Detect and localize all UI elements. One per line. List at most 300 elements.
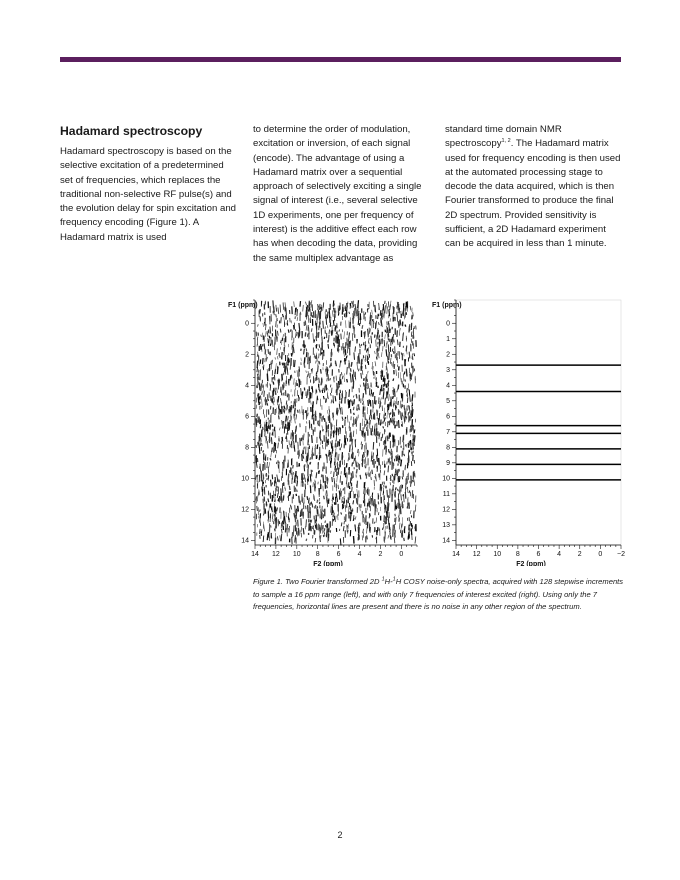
noise-mark [269,504,270,512]
noise-mark [369,338,370,341]
noise-mark [322,336,323,343]
noise-mark [327,312,328,319]
noise-mark [370,472,371,478]
noise-mark [277,475,278,480]
noise-mark [360,504,361,511]
noise-mark [388,497,389,504]
noise-mark [394,489,395,497]
noise-mark [306,325,307,330]
noise-mark [350,341,351,348]
noise-mark [337,441,338,447]
noise-mark [372,362,373,369]
noise-mark [263,358,264,364]
noise-mark [258,324,259,326]
noise-mark [368,308,369,310]
noise-mark [390,418,391,422]
noise-mark [355,516,356,519]
noise-mark [324,418,325,422]
noise-mark [257,506,258,511]
noise-mark [370,385,371,387]
noise-mark [385,398,386,405]
noise-mark [404,372,405,375]
noise-mark [313,430,314,434]
noise-mark [403,334,404,342]
noise-mark [386,303,387,309]
noise-mark [349,332,350,338]
noise-mark [347,379,348,382]
right-spectrum-panel [432,300,625,566]
noise-mark [326,525,327,527]
noise-mark [277,508,278,512]
noise-mark [371,477,372,480]
noise-mark [352,333,353,341]
noise-mark [372,310,373,315]
noise-mark [376,517,377,523]
noise-mark [356,469,357,474]
noise-mark [404,416,405,424]
noise-mark [393,351,394,354]
noise-mark [409,390,410,397]
noise-mark [390,358,391,364]
noise-mark [353,407,354,410]
noise-mark [380,419,381,425]
noise-mark [263,427,264,430]
right-y-tick-label: 4 [446,382,450,390]
noise-mark [276,363,277,370]
noise-mark [307,305,308,311]
noise-mark [377,466,378,472]
noise-mark [315,445,316,447]
figure-1 [225,296,635,566]
noise-mark [402,413,403,417]
noise-mark [329,415,330,423]
noise-mark [293,440,294,445]
noise-mark [314,495,315,501]
noise-mark [299,397,300,401]
noise-mark [299,323,300,330]
noise-mark [323,396,324,399]
noise-mark [261,301,262,307]
noise-mark [360,475,361,479]
noise-mark [345,438,346,445]
noise-mark [381,437,382,441]
right-x-tick-label: 12 [472,551,481,558]
noise-mark [373,400,374,408]
noise-mark [378,353,379,359]
noise-mark [261,383,262,391]
noise-mark [337,475,338,482]
noise-mark [409,450,410,452]
noise-mark [385,301,386,304]
noise-mark [311,300,312,303]
noise-mark [329,450,330,457]
noise-mark [354,352,355,359]
noise-mark [330,378,331,380]
noise-mark [384,471,385,476]
noise-mark [410,510,411,514]
noise-mark [299,496,300,503]
noise-mark [375,351,376,354]
noise-mark [294,301,295,307]
noise-mark [331,400,332,404]
noise-mark [312,368,313,374]
noise-mark [315,525,316,529]
noise-mark [403,435,404,442]
noise-mark [306,371,307,373]
noise-mark [356,498,357,504]
noise-mark [356,312,357,315]
noise-mark [267,462,268,468]
noise-mark [389,323,390,331]
noise-mark [349,453,350,460]
left-x-tick-label: 0 [399,551,404,558]
left-x-tick-label: 14 [251,551,259,558]
noise-mark [325,327,326,330]
noise-mark [358,369,359,372]
noise-mark [257,354,258,357]
noise-mark [414,353,415,356]
noise-mark [286,308,287,316]
noise-mark [271,480,272,487]
noise-mark [362,444,363,449]
noise-mark [290,505,291,508]
noise-mark [306,421,307,423]
right-x-tick-label: −2 [617,551,625,558]
noise-mark [270,327,271,334]
noise-mark [364,431,365,438]
noise-mark [336,463,337,468]
caption-sup-2: 1 [392,576,396,583]
noise-mark [318,366,319,373]
noise-mark [363,342,364,345]
noise-mark [355,372,356,379]
noise-mark [380,403,381,409]
noise-mark [340,428,341,435]
noise-mark [387,513,388,518]
noise-mark [336,493,337,498]
noise-mark [389,352,390,360]
right-f2-label: F2 (ppm) [516,561,546,566]
noise-mark [367,387,368,389]
noise-mark [358,300,359,308]
noise-mark [303,434,304,441]
noise-mark [357,481,358,488]
noise-mark [410,306,411,310]
noise-mark [363,401,364,406]
noise-mark [397,389,398,392]
caption-part-c: H COSY noise-only spectra, acquired with 128 stepwise increments to sample a 16 ppm range (left), and with only 7 frequencies of interest excited (right). Using only the 7 frequencies, horizontal lines are present and there is no noise in any other region of the spectrum. [253,577,624,612]
noise-mark [414,326,415,329]
noise-mark [375,476,376,479]
noise-mark [362,370,363,375]
left-y-tick-label: 2 [245,351,249,359]
noise-mark [325,386,326,393]
noise-mark [365,465,366,468]
noise-mark [342,376,343,379]
noise-mark [273,401,274,406]
noise-mark [413,455,414,461]
noise-mark [353,471,354,478]
noise-mark [318,310,319,317]
noise-mark [323,475,324,483]
noise-mark [306,310,307,318]
noise-mark [268,424,269,428]
noise-mark [324,531,325,534]
noise-mark [394,403,395,406]
noise-mark [326,317,327,325]
noise-mark [304,447,305,450]
page-number: 2 [337,830,343,840]
right-y-tick-label: 11 [442,491,450,499]
noise-mark [368,347,369,355]
noise-mark [369,341,370,343]
noise-mark [342,407,343,415]
noise-mark [266,324,267,330]
noise-mark [372,496,373,501]
paragraph-3 [445,123,623,252]
noise-mark [268,491,269,496]
noise-mark [269,339,270,346]
right-x-tick-label: 14 [452,551,460,558]
noise-mark [338,454,339,461]
noise-mark [330,385,331,388]
right-y-tick-label: 7 [446,429,450,437]
citation-superscript: 1, 2 [501,138,511,145]
noise-mark [388,329,389,337]
noise-mark [399,456,400,461]
noise-mark [352,487,353,492]
noise-mark [401,494,402,500]
noise-mark [385,305,386,313]
noise-mark [283,421,284,429]
noise-mark [381,397,382,401]
noise-mark [413,425,414,427]
noise-mark [264,487,265,495]
noise-mark [388,388,389,395]
noise-mark [376,455,377,462]
noise-mark [270,383,271,388]
noise-mark [273,392,274,397]
noise-mark [408,532,409,539]
noise-mark [262,399,263,407]
noise-mark [321,328,322,336]
noise-mark [339,439,340,441]
noise-mark [410,396,411,402]
noise-mark [395,514,396,517]
noise-mark [332,310,333,317]
noise-mark [359,357,360,363]
noise-mark [313,333,314,340]
noise-mark [272,432,273,435]
noise-mark [389,433,390,439]
noise-mark [400,328,401,331]
noise-mark [359,407,360,411]
noise-mark [406,416,407,418]
noise-mark [358,463,359,469]
noise-mark [274,397,275,402]
noise-mark [395,405,396,410]
noise-mark [388,405,389,410]
noise-mark [266,331,267,337]
noise-mark [392,349,393,352]
noise-mark [376,340,377,347]
noise-mark [268,499,269,503]
noise-mark [384,500,385,506]
caption-part-a: Figure 1. Two Fourier transformed 2D [253,577,382,586]
noise-mark [408,412,409,415]
noise-mark [409,491,410,494]
noise-mark [399,499,400,505]
noise-mark [356,394,357,399]
noise-mark [405,325,406,327]
noise-mark [276,486,277,488]
noise-mark [377,349,378,357]
noise-mark [411,339,412,343]
noise-mark [395,517,396,525]
noise-mark [388,535,389,538]
noise-mark [387,461,388,464]
noise-mark [281,488,282,495]
noise-mark [353,370,354,376]
noise-mark [404,494,405,502]
noise-mark [306,348,307,351]
noise-mark [277,489,278,492]
noise-mark [378,314,379,316]
noise-mark [318,349,319,351]
noise-mark [344,376,345,383]
noise-mark [405,379,406,381]
noise-mark [307,496,308,500]
noise-mark [298,451,299,455]
noise-mark [330,393,331,396]
noise-mark [341,523,342,527]
noise-mark [271,451,272,458]
noise-mark [350,427,351,432]
noise-mark [334,425,335,431]
paragraph-1: Hadamard spectroscopy is based on the selective excitation of a predetermined set of frequencies, which replaces the traditional non-selective RF pulse(s) and the evolution delay for spin excitation and frequency encoding (Figure 1). A Hadamard matrix is used [60,146,236,243]
noise-mark [278,536,279,540]
noise-mark [305,410,306,413]
noise-mark [257,414,258,417]
noise-mark [396,487,397,490]
noise-mark [364,452,365,457]
noise-mark [304,466,305,472]
noise-mark [341,372,342,375]
noise-mark [399,411,400,415]
left-y-tick-label: 8 [245,444,249,452]
noise-mark [393,379,394,381]
noise-mark [358,320,359,326]
noise-mark [267,357,268,360]
noise-mark [284,406,285,409]
noise-mark [258,393,259,396]
noise-mark [295,408,296,414]
noise-mark [268,349,269,354]
noise-mark [378,418,379,425]
noise-mark [326,454,327,459]
left-spectrum-panel [228,300,417,566]
noise-mark [314,518,315,525]
noise-mark [280,500,281,503]
noise-mark [381,352,382,357]
noise-mark [279,521,280,524]
noise-mark [312,386,313,392]
noise-mark [384,378,385,386]
noise-mark [398,440,399,445]
noise-mark [286,437,287,439]
noise-mark [349,389,350,397]
noise-mark [336,516,337,522]
noise-mark [362,325,363,329]
noise-mark [405,359,406,362]
noise-mark [402,477,403,480]
noise-mark [340,408,341,414]
noise-mark [295,535,296,542]
noise-mark [276,305,277,312]
noise-mark [407,407,408,410]
noise-mark [269,462,270,468]
noise-mark [308,374,309,377]
noise-mark [301,349,302,351]
noise-mark [290,365,291,370]
noise-mark [267,534,268,540]
noise-mark [362,359,363,362]
noise-mark [352,444,353,449]
noise-mark [384,340,385,347]
noise-mark [337,331,338,336]
noise-mark [341,512,342,514]
noise-mark [413,442,414,449]
noise-mark [301,438,302,442]
noise-mark [316,377,317,382]
right-x-tick-label: 6 [536,551,541,558]
noise-mark [272,360,273,364]
noise-mark [266,436,267,441]
noise-mark [263,450,264,452]
noise-mark [304,349,305,355]
noise-mark [340,374,341,380]
noise-mark [260,443,261,446]
noise-mark [318,332,319,338]
noise-mark [354,536,355,544]
noise-mark [323,304,324,311]
noise-mark [329,308,330,315]
noise-mark [385,521,386,524]
noise-mark [306,302,307,306]
noise-mark [257,337,258,340]
noise-mark [256,418,257,425]
noise-mark [280,305,281,313]
noise-mark [336,468,337,472]
noise-mark [384,447,385,450]
caption-part-b: H- [384,577,393,586]
noise-mark [318,422,319,426]
noise-mark [390,493,391,498]
noise-mark [314,340,315,343]
noise-mark [394,524,395,532]
noise-mark [376,400,377,404]
noise-mark [353,305,354,307]
noise-mark [298,528,299,536]
noise-mark [400,485,401,489]
noise-mark [384,388,385,391]
noise-mark [314,414,315,416]
noise-mark [276,321,277,327]
noise-mark [373,442,374,450]
noise-mark [296,308,297,313]
noise-mark [353,500,354,504]
right-f1-label: F1 (ppm) [432,302,462,309]
